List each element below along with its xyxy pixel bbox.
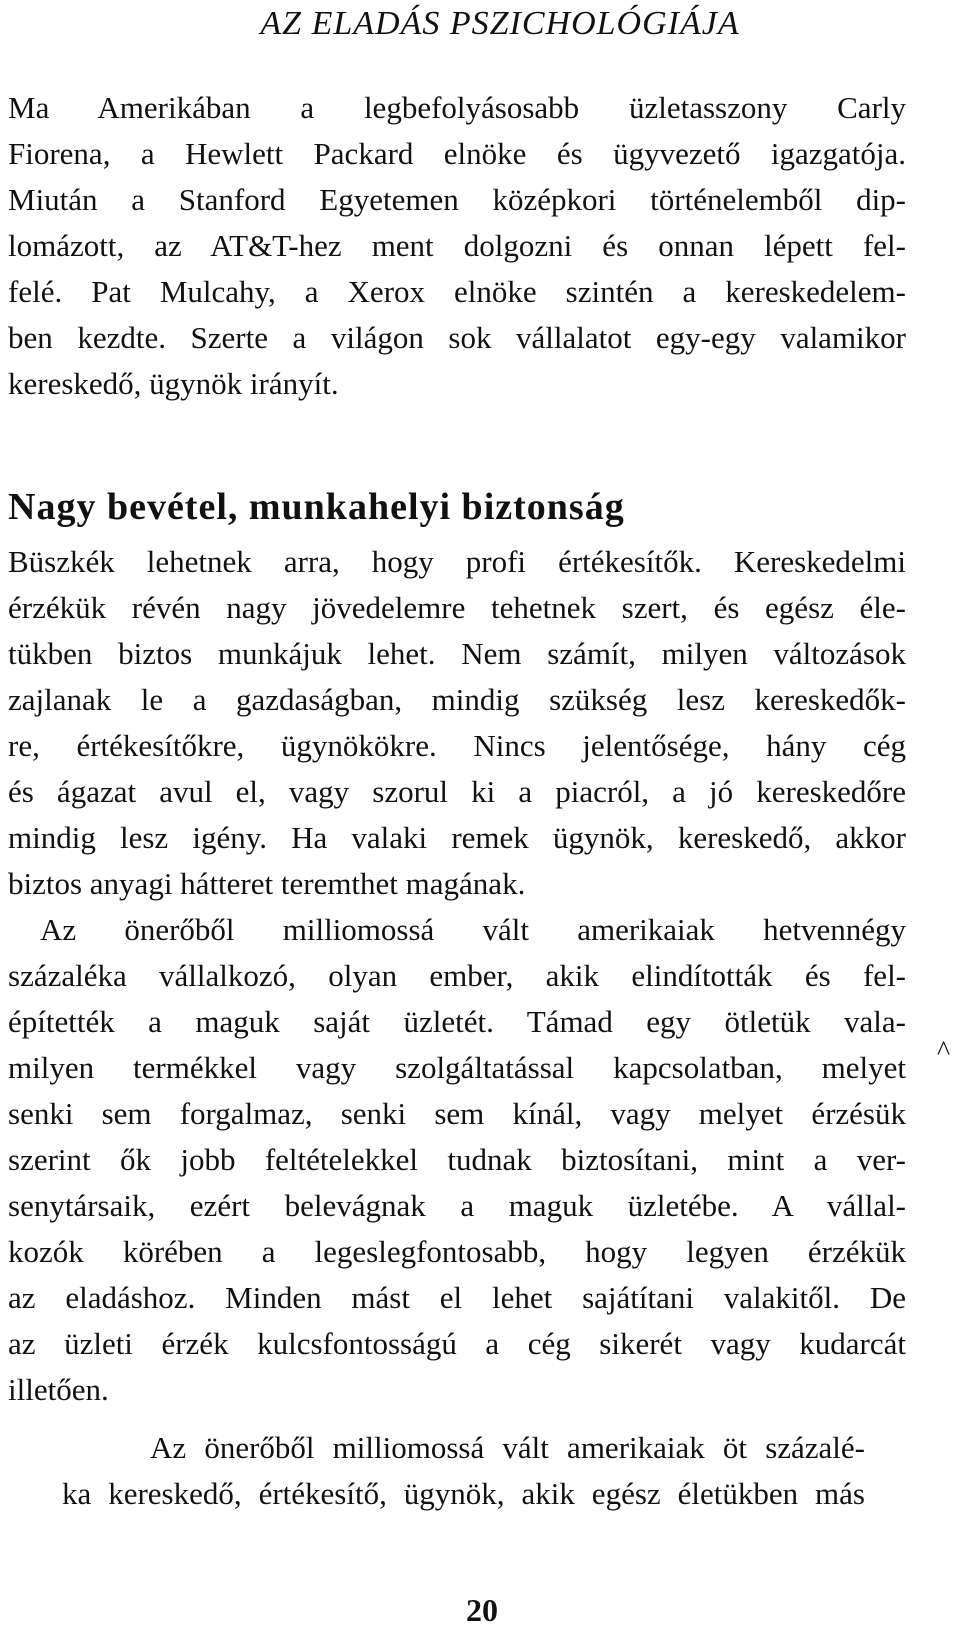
text-line: szerint ők jobb feltételekkel tudnak biztosítani, mint a ver- <box>8 1142 906 1177</box>
text-line: zajlanak le a gazdaságban, mindig szükség lesz kereskedők- <box>8 682 906 717</box>
text-line: lomázott, az AT&T-hez ment dolgozni és onnan lépett fel- <box>8 228 906 263</box>
text-line: felé. Pat Mulcahy, a Xerox elnöke szintén a kereskedelem- <box>8 274 906 309</box>
text-line: Fiorena, a Hewlett Packard elnöke és ügyvezető igazgatója. <box>8 136 906 171</box>
page-number: 20 <box>466 1592 498 1628</box>
text-line: biztos anyagi hátteret teremthet magának. <box>8 866 526 901</box>
running-head: AZ ELADÁS PSZICHOLÓGIÁJA <box>260 5 740 42</box>
text-line: illetően. <box>8 1372 109 1407</box>
text-line: re, értékesítőkre, ügynökökre. Nincs jelentősége, hány cég <box>8 728 906 763</box>
text-line: Büszkék lehetnek arra, hogy profi értékesítők. Kereskedelmi <box>8 544 906 579</box>
text-line: senki sem forgalmaz, senki sem kínál, vagy melyet érzésük <box>8 1096 906 1131</box>
text-line: Miután a Stanford Egyetemen középkori történelemből dip- <box>8 182 906 217</box>
text-line: kereskedő, ügynök irányít. <box>8 366 339 401</box>
text-line: ben kezdte. Szerte a világon sok vállalatot egy-egy valamikor <box>8 320 906 355</box>
pull-quote-line: Az önerőből milliomossá vált amerikaiak öt százalé- <box>150 1430 865 1465</box>
text-line: Az önerőből milliomossá vált amerikaiak hetvennégy <box>40 912 906 947</box>
pull-quote-line: ka kereskedő, értékesítő, ügynök, akik egész életükben más <box>62 1476 865 1511</box>
section-heading: Nagy bevétel, munkahelyi biztonság <box>8 486 625 528</box>
text-line: érzékük révén nagy jövedelemre tehetnek szert, és egész éle- <box>8 590 906 625</box>
text-line: és ágazat avul el, vagy szorul ki a piacról, a jó kereskedőre <box>8 774 906 809</box>
text-line: mindig lesz igény. Ha valaki remek ügynök, kereskedő, akkor <box>8 820 906 855</box>
text-line: építették a maguk saját üzletét. Támad egy ötletük vala- <box>8 1004 906 1039</box>
margin-caret-mark: ^ <box>937 1036 951 1067</box>
text-line: milyen termékkel vagy szolgáltatással kapcsolatban, melyet <box>8 1050 906 1085</box>
text-line: az üzleti érzék kulcsfontosságú a cég sikerét vagy kudarcát <box>8 1326 906 1361</box>
text-line: tükben biztos munkájuk lehet. Nem számít, milyen változások <box>8 636 906 671</box>
text-line: az eladáshoz. Minden mást el lehet sajátítani valakitől. De <box>8 1280 906 1315</box>
text-line: Ma Amerikában a legbefolyásosabb üzletasszony Carly <box>8 90 906 125</box>
text-line: kozók körében a legeslegfontosabb, hogy legyen érzékük <box>8 1234 906 1269</box>
text-line: százaléka vállalkozó, olyan ember, akik elindították és fel- <box>8 958 906 993</box>
text-line: senytársaik, ezért belevágnak a maguk üzletébe. A vállal- <box>8 1188 906 1223</box>
